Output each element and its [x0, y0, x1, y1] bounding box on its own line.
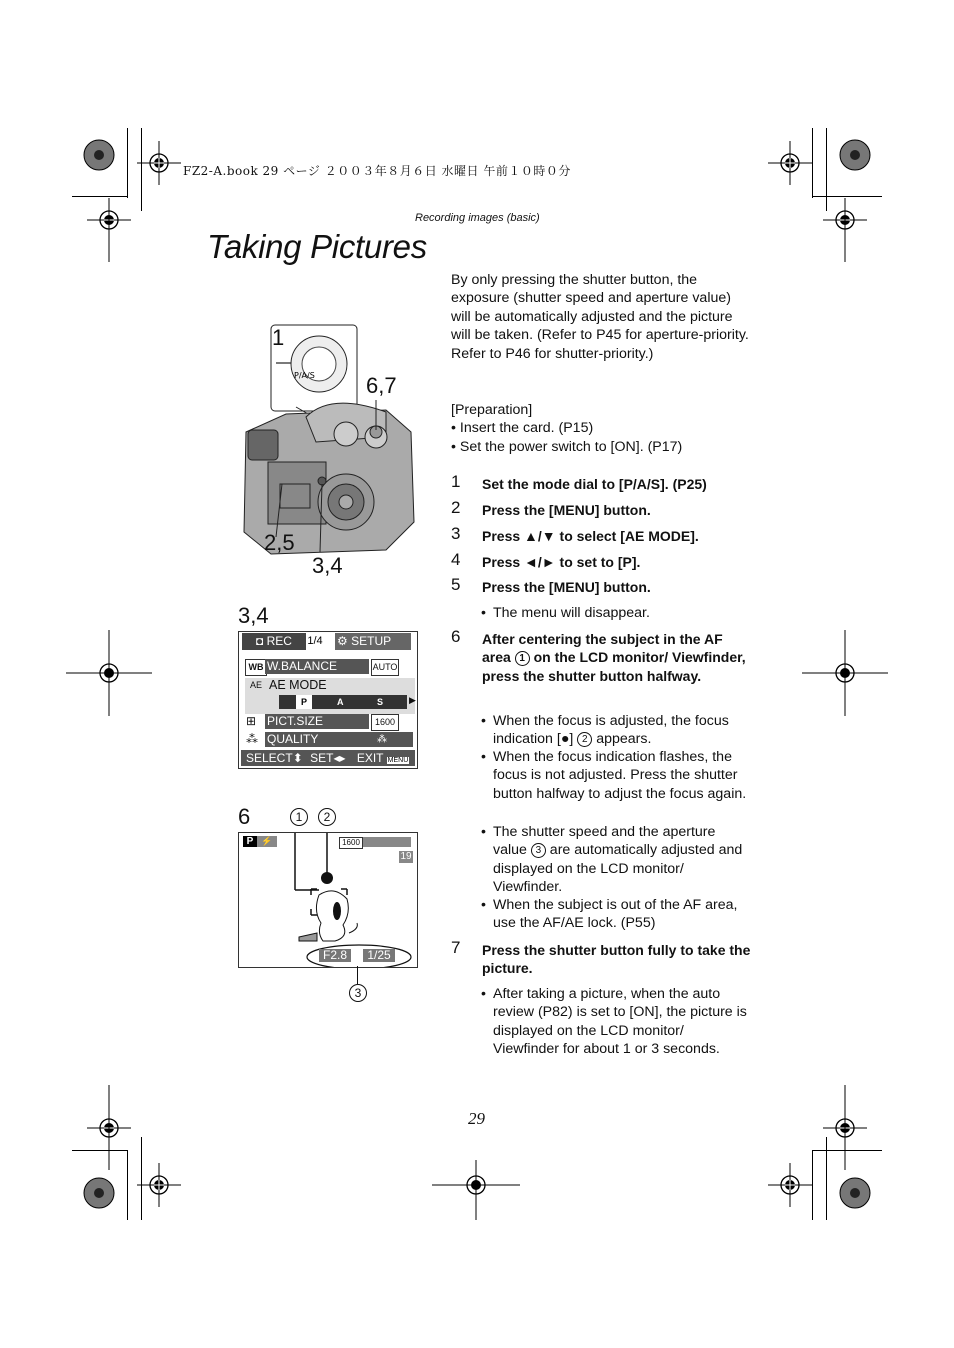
- quality-value-icon: ⁂: [351, 732, 413, 747]
- wb-icon: WB: [245, 659, 267, 676]
- callout-3-leader: [357, 966, 358, 984]
- cursor-step-label: 3,4: [312, 553, 343, 578]
- ae-option-s: S: [377, 697, 384, 707]
- wb-value: AUTO: [371, 659, 399, 676]
- wrench-icon: ⚙: [337, 634, 348, 648]
- shutter-step-label: 6,7: [366, 373, 397, 398]
- ae-options: [279, 695, 407, 709]
- file-info: FZ2-A.book 29 ページ ２００３年８月６日 水曜日 午前１０時０分: [183, 164, 571, 178]
- tab-rec: ◘ REC: [242, 633, 324, 650]
- callout-1: 1: [290, 808, 308, 826]
- ae-option-a: A: [337, 697, 344, 707]
- lcd-screen: [238, 832, 418, 968]
- preparation-heading: [Preparation]: [451, 402, 533, 418]
- shutter-value: 1/25: [363, 949, 395, 962]
- page-title: Taking Pictures: [207, 228, 427, 265]
- menu-button-step-label: 2,5: [264, 530, 295, 555]
- menu-icon: MENU: [387, 757, 409, 764]
- preparation-item: • Insert the card. (P15): [451, 420, 594, 436]
- rec-menu-screen: [238, 631, 418, 769]
- up-down-icon: ⬍: [292, 751, 303, 765]
- dog-subject-icon: [239, 833, 417, 967]
- lcd-size: 1600: [339, 837, 363, 849]
- preparation-item: • Set the power switch to [ON]. (P17): [451, 439, 683, 455]
- menu-item-wbalance: W.BALANCE: [265, 659, 369, 674]
- ae-icon: AE: [250, 680, 263, 690]
- pict-size-icon: ⊞: [246, 714, 257, 728]
- camera-icon: ◘: [256, 634, 264, 648]
- ae-option-p: P: [296, 695, 312, 709]
- right-arrow-icon: ▶: [409, 695, 416, 705]
- menu-figure-label: 3,4: [238, 603, 269, 628]
- mode-p-badge: P: [243, 836, 257, 847]
- aperture-value: F2.8: [319, 949, 351, 962]
- tab-page: 1/4: [306, 633, 324, 650]
- left-right-icon: ◂▸: [333, 751, 346, 765]
- quality-icon: ⁂: [246, 732, 258, 746]
- lcd-figure-label: 6: [238, 804, 251, 829]
- menu-footer: SELECT⬍ SET◂▸ EXIT MENU: [241, 750, 415, 766]
- menu-item-ae-mode: AE AE MODE P A S ▶: [245, 678, 415, 714]
- lcd-count: 19: [400, 851, 412, 862]
- pict-size-value: 1600: [371, 714, 399, 731]
- callout-3: 3: [349, 984, 367, 1002]
- menu-item-quality: QUALITY: [265, 732, 369, 747]
- menu-item-pict-size: PICT.SIZE: [265, 714, 369, 729]
- callout-2: 2: [318, 808, 336, 826]
- intro-paragraph: By only pressing the shutter button, the exposure (shutter speed and aperture value) will be automatically adjusted and the picture will be taken. (Refer to P45 for aperture-priority. Refer to P46 for shutter-priority.): [451, 272, 749, 362]
- dial-step-label: 1: [272, 325, 285, 350]
- flash-icon: ⚡: [257, 836, 277, 847]
- dial-pas-label: P/A/S: [294, 371, 315, 380]
- page-number: 29: [468, 1109, 485, 1128]
- tab-setup: ⚙ SETUP: [335, 633, 411, 650]
